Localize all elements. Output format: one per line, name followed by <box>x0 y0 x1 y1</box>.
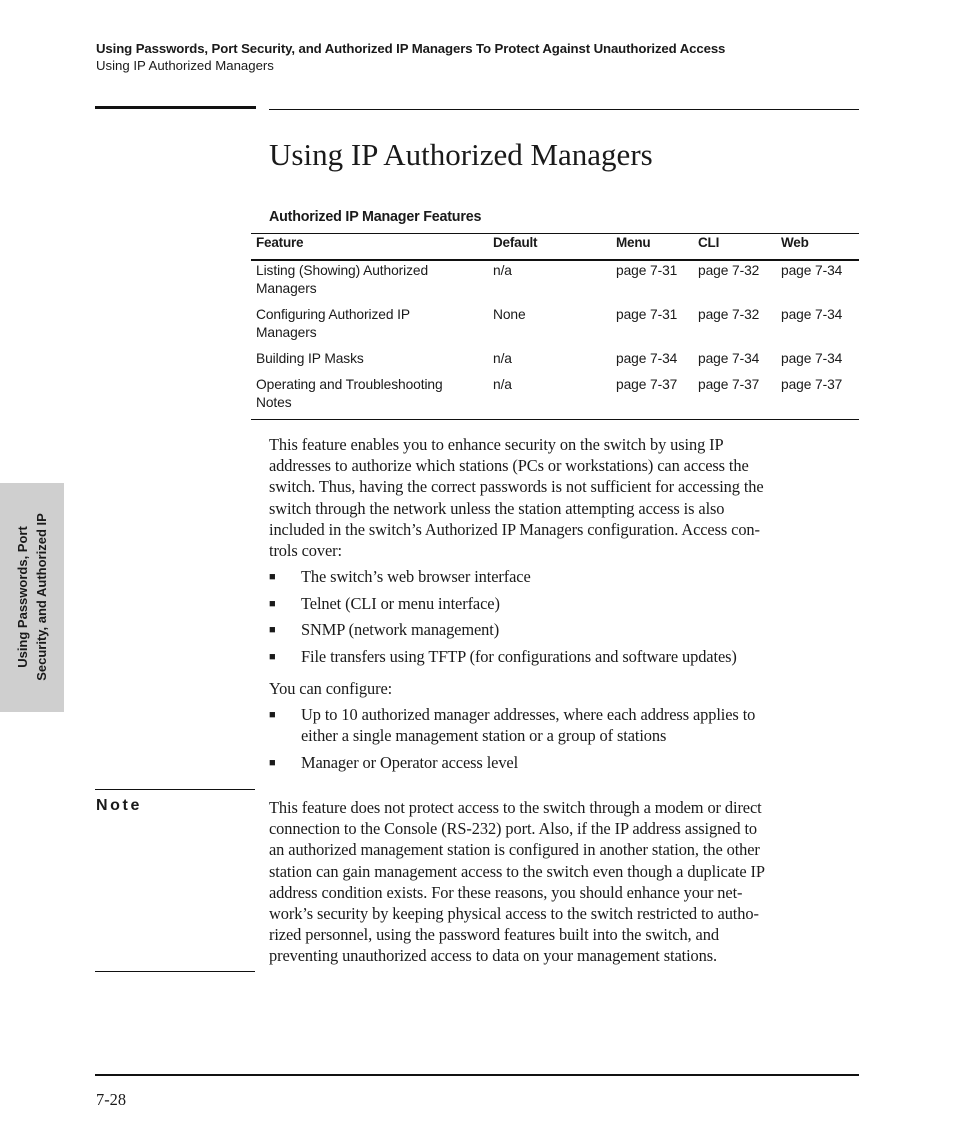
feature-line: Managers <box>256 280 317 296</box>
table-top-rule <box>251 233 859 234</box>
running-header-title: Using Passwords, Port Security, and Authorized IP Managers To Protect Against Unauthorized Access <box>96 41 726 56</box>
web-cell: page 7-34 <box>781 351 843 366</box>
cli-cell: page 7-37 <box>698 377 760 392</box>
list-item-line: either a single management station or a group of stations <box>301 726 667 746</box>
feature-cell <box>256 262 486 297</box>
bullet-square-icon: ■ <box>269 709 276 721</box>
feature-cell <box>256 376 486 411</box>
table-header-rule <box>251 259 859 261</box>
web-cell: page 7-37 <box>781 377 843 392</box>
bullet-square-icon: ■ <box>269 651 276 663</box>
feature-line: Operating and Troubleshooting <box>256 377 443 392</box>
list-item: File transfers using TFTP (for configurations and software updates) <box>301 647 737 666</box>
column-header-cli: CLI <box>698 235 720 250</box>
note-paragraph <box>269 797 765 967</box>
paragraph-line: connection to the Console (RS-232) port. Also, if the IP address assigned to <box>269 819 758 839</box>
side-tab-label <box>13 487 51 707</box>
paragraph-line: addresses to authorize which stations (PCs or workstations) can access the <box>269 456 749 476</box>
paragraph-line: preventing unauthorized access to data on your management stations. <box>269 946 717 966</box>
bullet-square-icon: ■ <box>269 624 276 636</box>
column-header-default: Default <box>493 235 538 250</box>
column-header-feature: Feature <box>256 235 304 250</box>
feature-line: Configuring Authorized IP <box>256 307 410 322</box>
list-item <box>301 704 755 746</box>
default-cell: n/a <box>493 377 512 392</box>
web-cell: page 7-34 <box>781 307 843 322</box>
running-header-subtitle: Using IP Authorized Managers <box>96 58 274 73</box>
cli-cell: page 7-32 <box>698 263 760 278</box>
intro-paragraph <box>269 434 764 561</box>
bullet-square-icon: ■ <box>269 598 276 610</box>
list-item: Telnet (CLI or menu interface) <box>301 594 500 613</box>
default-cell: n/a <box>493 263 512 278</box>
section-title: Using IP Authorized Managers <box>269 137 653 172</box>
side-tab-line: Security, and Authorized IP <box>34 513 49 681</box>
menu-cell: page 7-31 <box>616 263 678 278</box>
list-item: Manager or Operator access level <box>301 753 519 772</box>
feature-line: Notes <box>256 394 292 410</box>
paragraph-line: work’s security by keeping physical access to the switch restricted to autho- <box>269 904 759 924</box>
feature-line: Building IP Masks <box>256 351 364 366</box>
note-rule-top <box>95 789 255 790</box>
paragraph-line: switch. Thus, having the correct passwords is not sufficient for accessing the <box>269 477 764 497</box>
paragraph-line: an authorized management station is configured in another station, the other <box>269 840 760 860</box>
menu-cell: page 7-31 <box>616 307 678 322</box>
note-label: Note <box>96 797 142 814</box>
paragraph-line: included in the switch’s Authorized IP Managers configuration. Access con- <box>269 519 760 539</box>
paragraph-line: trols cover: <box>269 541 342 561</box>
feature-cell <box>256 350 486 368</box>
table-bottom-rule <box>251 419 859 420</box>
menu-cell: page 7-34 <box>616 351 678 366</box>
column-header-web: Web <box>781 235 809 250</box>
web-cell: page 7-34 <box>781 263 843 278</box>
menu-cell: page 7-37 <box>616 377 678 392</box>
configure-lead: You can configure: <box>269 679 393 698</box>
paragraph-line: This feature enables you to enhance security on the switch by using IP <box>269 435 724 454</box>
paragraph-line: This feature does not protect access to the switch through a modem or direct <box>269 798 762 817</box>
section-rule-left <box>95 106 256 109</box>
cli-cell: page 7-32 <box>698 307 760 322</box>
column-header-menu: Menu <box>616 235 651 250</box>
bullet-square-icon: ■ <box>269 757 276 769</box>
feature-cell <box>256 306 486 341</box>
feature-line: Managers <box>256 324 317 340</box>
default-cell: n/a <box>493 351 512 366</box>
paragraph-line: address condition exists. For these reasons, you should enhance your net- <box>269 882 743 902</box>
list-item-line: Up to 10 authorized manager addresses, where each address applies to <box>301 705 756 724</box>
list-item: SNMP (network management) <box>301 620 500 639</box>
section-rule-right <box>269 109 859 110</box>
chapter-side-tab <box>0 483 64 712</box>
paragraph-line: rized personnel, using the password features built into the switch, and <box>269 925 719 945</box>
note-rule-bottom <box>95 971 255 972</box>
default-cell: None <box>493 307 526 322</box>
list-item: The switch’s web browser interface <box>301 567 531 586</box>
page-number: 7-28 <box>96 1090 127 1109</box>
feature-line: Listing (Showing) Authorized <box>256 263 429 278</box>
footer-rule <box>95 1074 859 1076</box>
cli-cell: page 7-34 <box>698 351 760 366</box>
table-caption: Authorized IP Manager Features <box>269 209 482 225</box>
bullet-square-icon: ■ <box>269 571 276 583</box>
side-tab-line: Using Passwords, Port <box>15 526 30 668</box>
paragraph-line: station can gain management access to the switch even though a duplicate IP <box>269 861 765 881</box>
paragraph-line: switch through the network unless the station attempting access is also <box>269 498 725 518</box>
